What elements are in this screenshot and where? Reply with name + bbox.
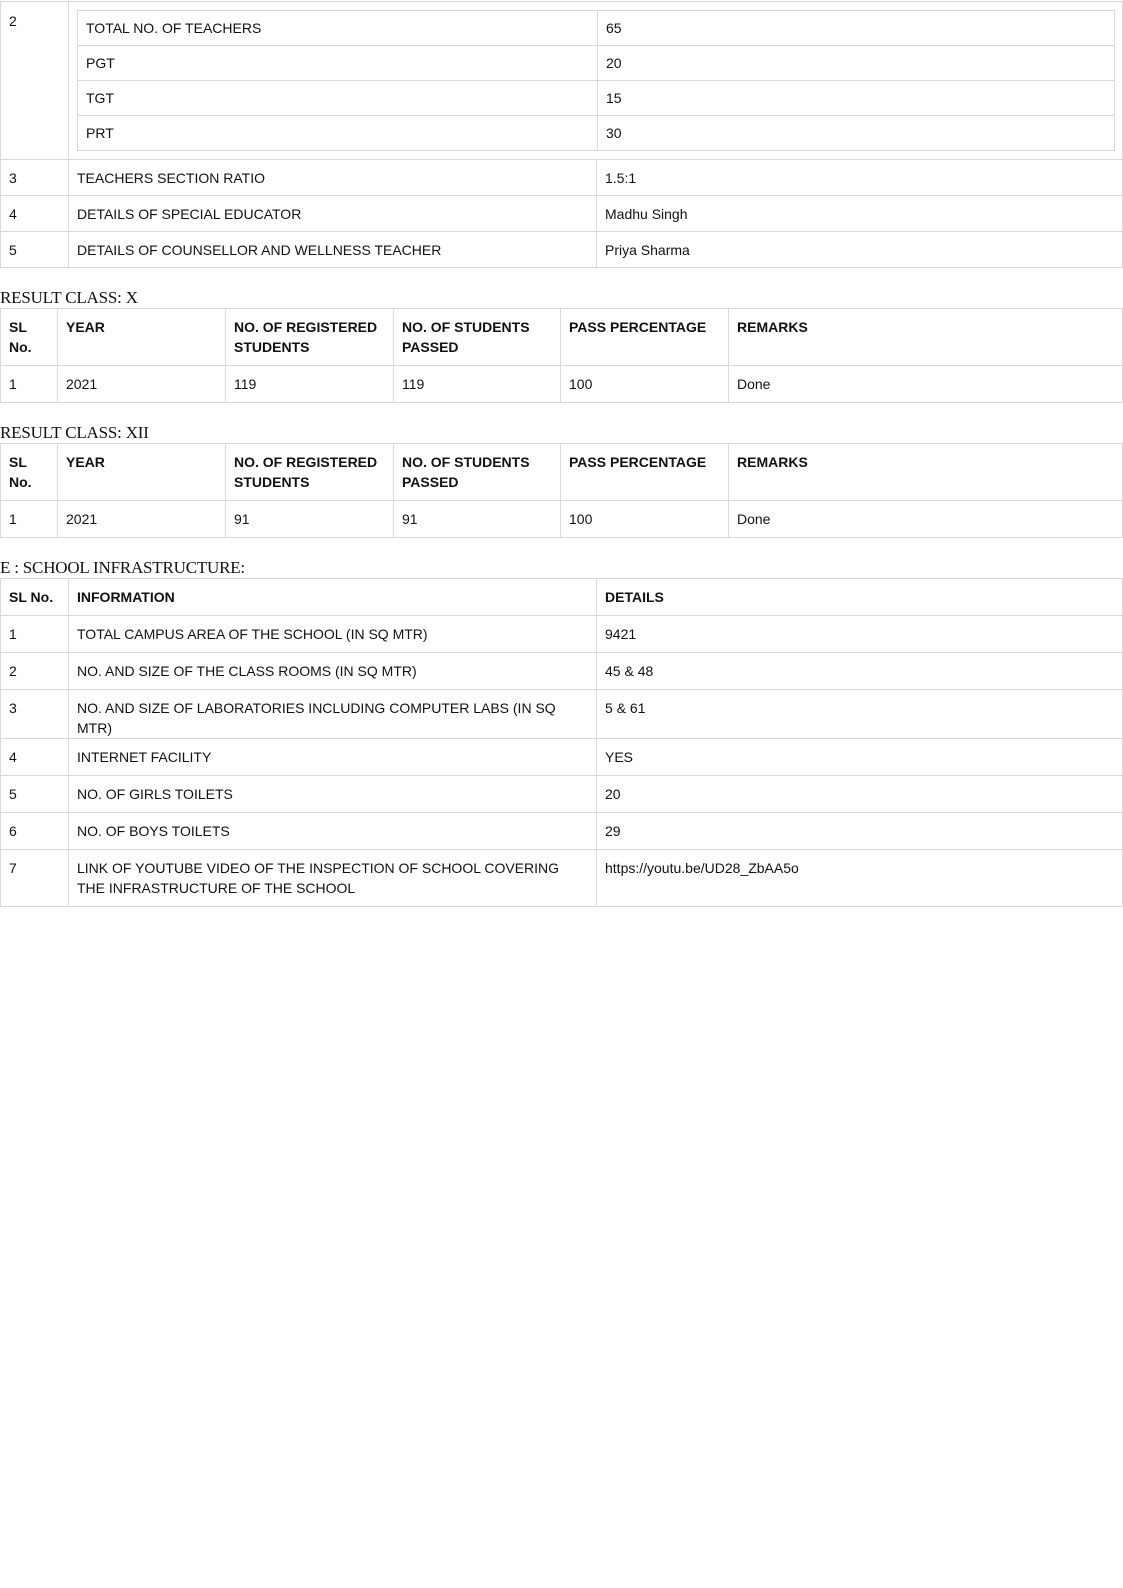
row-number: 6 — [1, 813, 69, 850]
table-row — [1, 690, 1123, 739]
cell-year: 2021 — [58, 501, 226, 538]
teacher-category-label: PRT — [78, 116, 598, 151]
table-row — [1, 776, 1123, 813]
youtube-link[interactable]: https://youtu.be/UD28_ZbAA5o — [597, 850, 1123, 907]
cell-remarks: Done — [729, 366, 1123, 403]
cell-remarks: Done — [729, 501, 1123, 538]
cell-sl: 1 — [1, 501, 58, 538]
table-row — [1, 813, 1123, 850]
document-page — [0, 1, 1122, 907]
column-header-passed: NO. OF STUDENTS PASSED — [394, 309, 561, 366]
column-header-passed: NO. OF STUDENTS PASSED — [394, 444, 561, 501]
table-row — [1, 653, 1123, 690]
row-number: 5 — [1, 776, 69, 813]
row-details: 5 & 61 — [597, 690, 1123, 739]
row-details: YES — [597, 739, 1123, 776]
row-number: 4 — [1, 739, 69, 776]
column-header-pass-percentage: PASS PERCENTAGE — [561, 309, 729, 366]
teacher-category-value: 30 — [598, 116, 1115, 151]
row-number: 2 — [1, 653, 69, 690]
staff-details-table — [0, 1, 1123, 268]
row-details: 1.5:1 — [597, 160, 1123, 196]
row-details: 29 — [597, 813, 1123, 850]
row-information: INTERNET FACILITY — [69, 739, 597, 776]
row-number: 2 — [1, 2, 69, 160]
row-details: 45 & 48 — [597, 653, 1123, 690]
column-header-remarks: REMARKS — [729, 309, 1123, 366]
cell-pass-percentage: 100 — [561, 501, 729, 538]
table-row — [78, 116, 1115, 151]
row-details: Madhu Singh — [597, 196, 1123, 232]
row-information: DETAILS OF SPECIAL EDUCATOR — [69, 196, 597, 232]
teacher-category-value: 15 — [598, 81, 1115, 116]
table-row — [1, 160, 1123, 196]
row-information: DETAILS OF COUNSELLOR AND WELLNESS TEACHER — [69, 232, 597, 268]
row-information: TOTAL CAMPUS AREA OF THE SCHOOL (IN SQ MTR) — [69, 616, 597, 653]
column-header-pass-percentage: PASS PERCENTAGE — [561, 444, 729, 501]
cell-pass-percentage: 100 — [561, 366, 729, 403]
table-row — [1, 196, 1123, 232]
table-row — [78, 46, 1115, 81]
column-header-registered: NO. OF REGISTERED STUDENTS — [226, 309, 394, 366]
teachers-breakdown-cell — [69, 2, 1123, 160]
table-row — [78, 11, 1115, 46]
table-row — [78, 81, 1115, 116]
column-header-details: DETAILS — [597, 579, 1123, 616]
column-header-year: YEAR — [58, 309, 226, 366]
teacher-category-label: TGT — [78, 81, 598, 116]
table-row — [1, 232, 1123, 268]
row-information: TEACHERS SECTION RATIO — [69, 160, 597, 196]
table-header-row — [1, 579, 1123, 616]
cell-year: 2021 — [58, 366, 226, 403]
row-details: 9421 — [597, 616, 1123, 653]
table-row — [1, 366, 1123, 403]
column-header-sl: SL No. — [1, 579, 69, 616]
row-number: 3 — [1, 160, 69, 196]
row-number: 4 — [1, 196, 69, 232]
school-infrastructure-table — [0, 578, 1123, 907]
teachers-breakdown-table — [77, 10, 1115, 151]
result-class-xii-title: RESULT CLASS: XII — [0, 423, 149, 442]
table-header-row — [1, 309, 1123, 366]
result-class-x-table — [0, 308, 1123, 403]
row-information: NO. OF BOYS TOILETS — [69, 813, 597, 850]
column-header-remarks: REMARKS — [729, 444, 1123, 501]
column-header-year: YEAR — [58, 444, 226, 501]
result-class-xii-table — [0, 443, 1123, 538]
row-details: Priya Sharma — [597, 232, 1123, 268]
table-row — [1, 2, 1123, 160]
teacher-category-value: 20 — [598, 46, 1115, 81]
column-header-registered: NO. OF REGISTERED STUDENTS — [226, 444, 394, 501]
cell-sl: 1 — [1, 366, 58, 403]
cell-registered: 119 — [226, 366, 394, 403]
row-details: 20 — [597, 776, 1123, 813]
row-information: NO. AND SIZE OF THE CLASS ROOMS (IN SQ MTR) — [69, 653, 597, 690]
result-class-x-title: RESULT CLASS: X — [0, 288, 138, 307]
column-header-information: INFORMATION — [69, 579, 597, 616]
table-header-row — [1, 444, 1123, 501]
cell-passed: 91 — [394, 501, 561, 538]
column-header-sl: SL No. — [1, 309, 58, 366]
cell-registered: 91 — [226, 501, 394, 538]
table-row — [1, 739, 1123, 776]
row-number: 7 — [1, 850, 69, 907]
row-number: 3 — [1, 690, 69, 739]
cell-passed: 119 — [394, 366, 561, 403]
teacher-category-value: 65 — [598, 11, 1115, 46]
teacher-category-label: TOTAL NO. OF TEACHERS — [78, 11, 598, 46]
row-information: LINK OF YOUTUBE VIDEO OF THE INSPECTION OF SCHOOL COVERING THE INFRASTRUCTURE OF THE SCHOOL — [69, 850, 597, 907]
row-information: NO. OF GIRLS TOILETS — [69, 776, 597, 813]
table-row — [1, 501, 1123, 538]
school-infrastructure-title: E : SCHOOL INFRASTRUCTURE: — [0, 558, 245, 577]
row-number: 5 — [1, 232, 69, 268]
teacher-category-label: PGT — [78, 46, 598, 81]
column-header-sl: SL No. — [1, 444, 58, 501]
table-row — [1, 850, 1123, 907]
row-number: 1 — [1, 616, 69, 653]
row-information: NO. AND SIZE OF LABORATORIES INCLUDING COMPUTER LABS (IN SQ MTR) — [69, 690, 597, 739]
table-row — [1, 616, 1123, 653]
